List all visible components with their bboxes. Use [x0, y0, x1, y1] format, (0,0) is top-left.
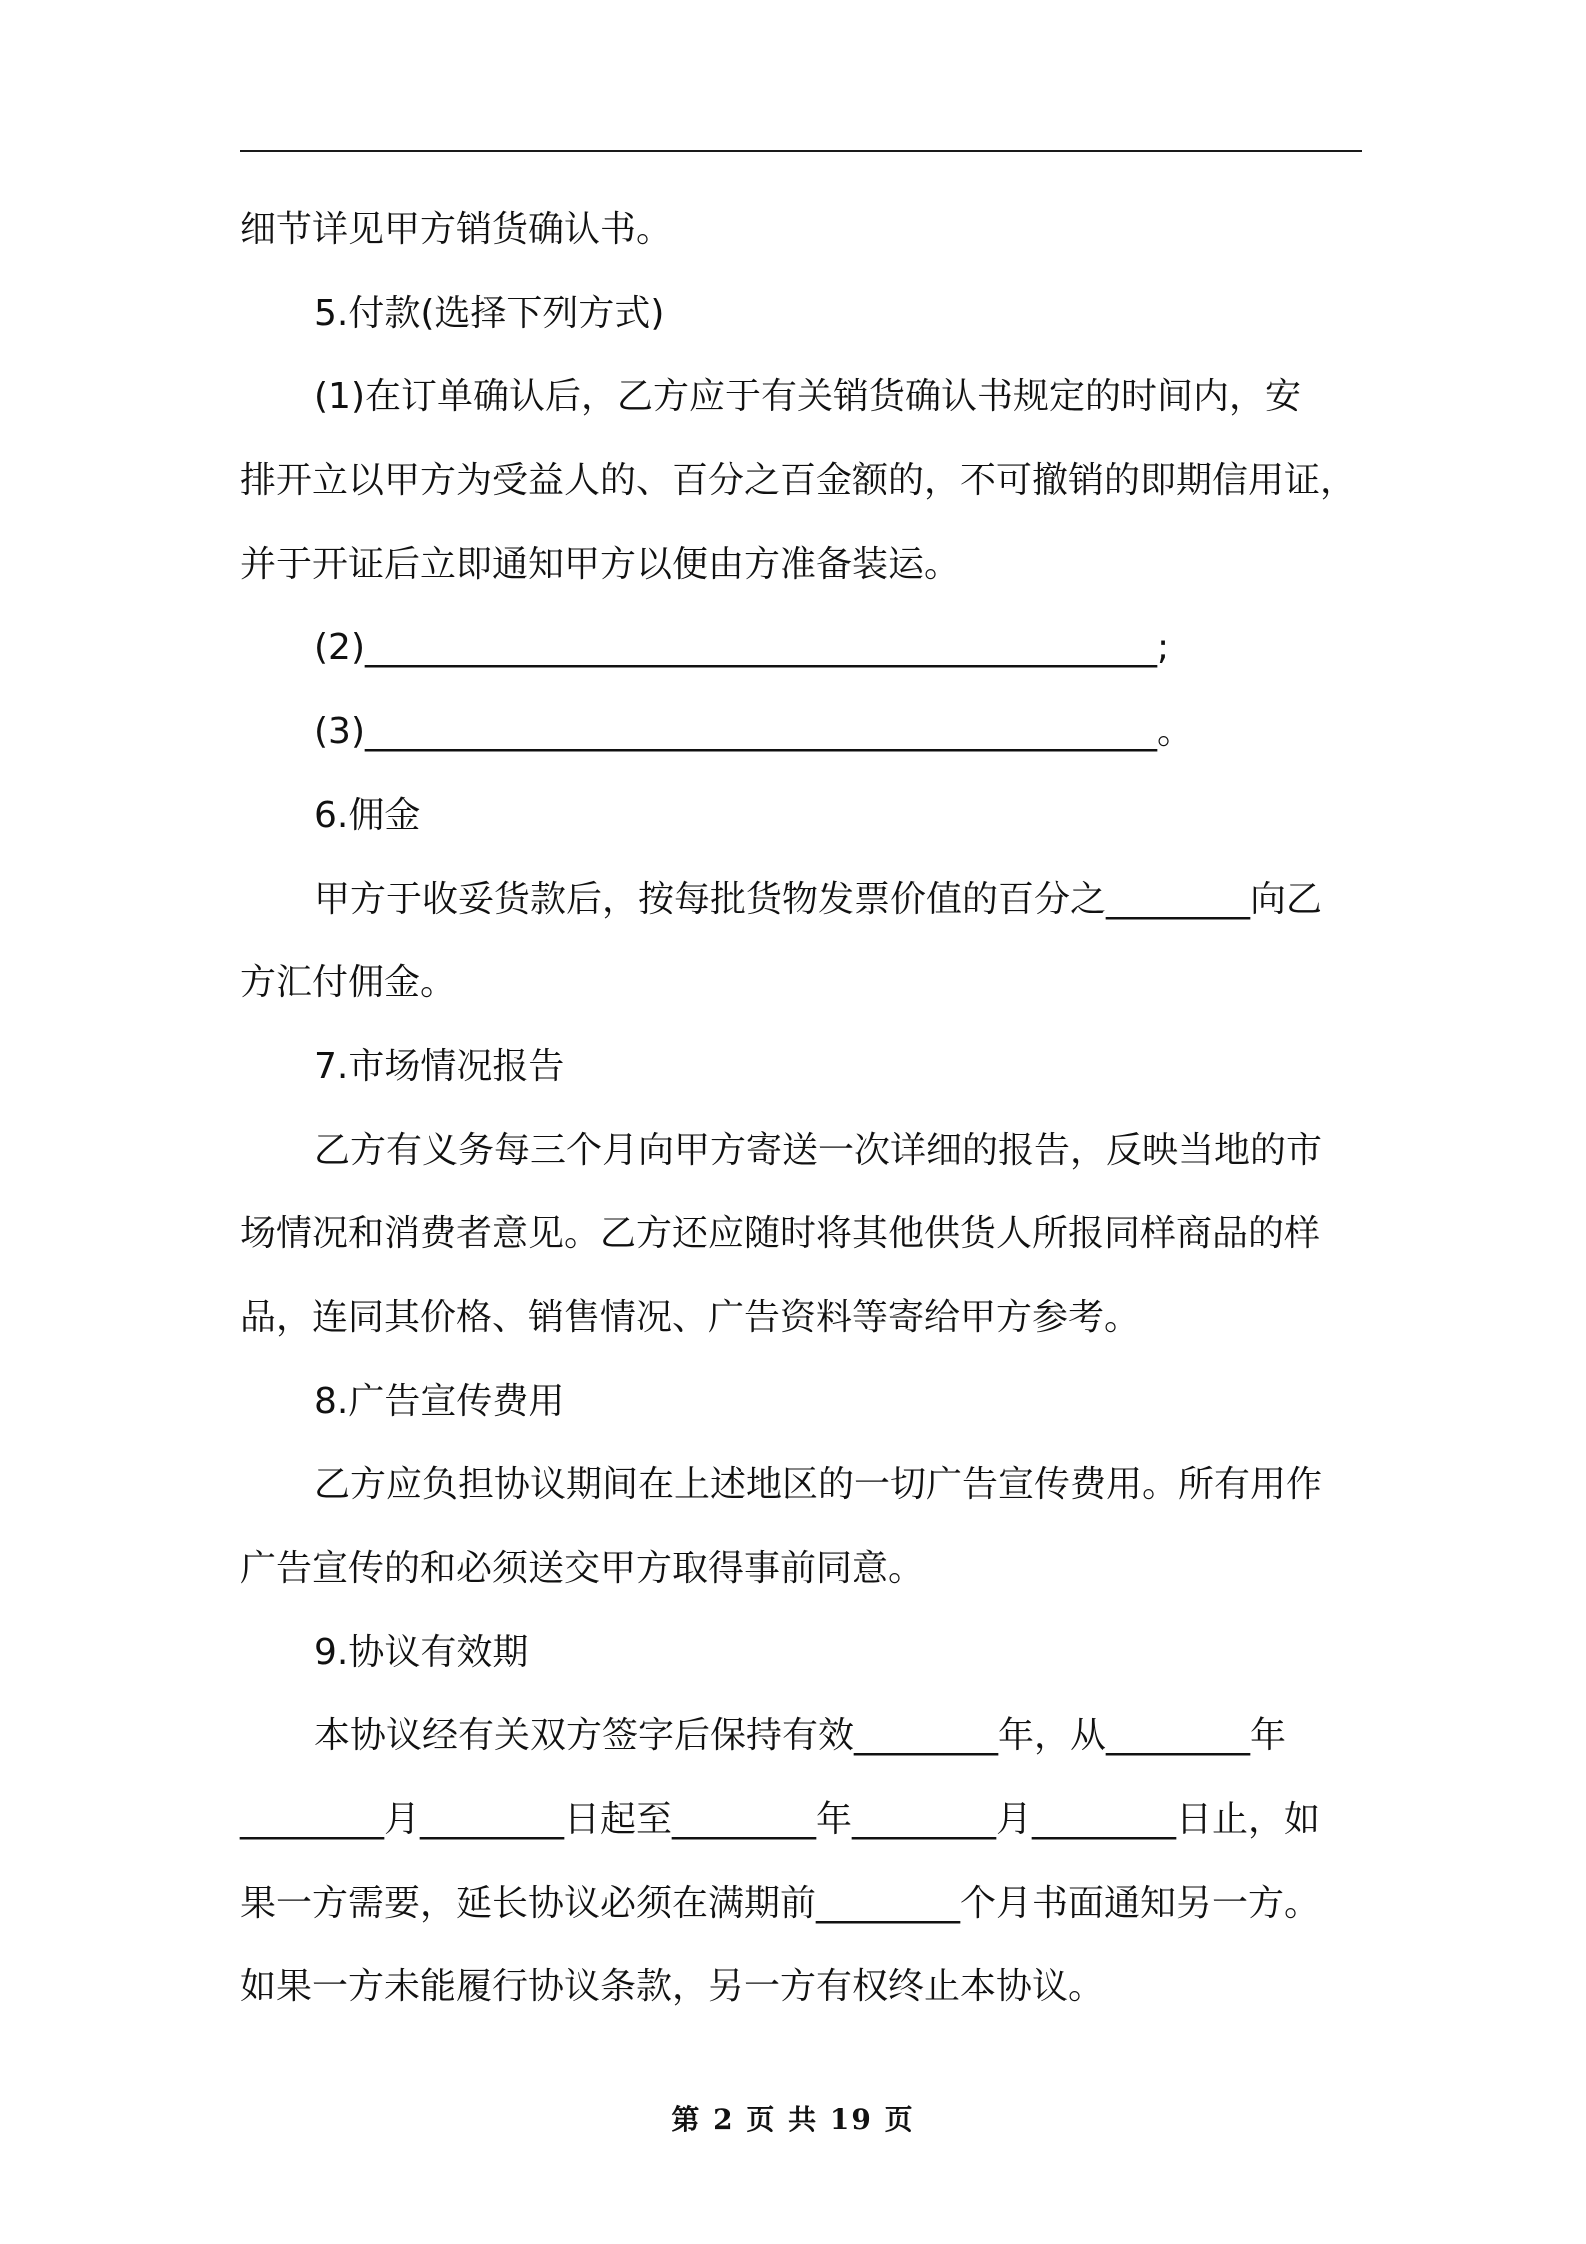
paragraph-line: 场情况和消费者意见。乙方还应随时将其他供货人所报同样商品的样	[240, 1213, 1321, 1255]
section-heading-commission: 6.佣金	[314, 794, 421, 836]
paragraph-line: 品，连同其价格、销售情况、广告资料等寄给甲方参考。	[240, 1296, 1141, 1338]
blank-option-2: (2)____________________________________________;	[314, 627, 1170, 669]
section-heading-advertising: 8.广告宣传费用	[314, 1380, 565, 1422]
page-number: 第 2 页 共 19 页	[671, 2103, 915, 2136]
paragraph-line: 乙方应负担协议期间在上述地区的一切广告宣传费用。所有用作	[314, 1464, 1323, 1506]
header-rule	[240, 150, 1362, 152]
paragraph-line: ________月________日起至________年________月________日止，如	[240, 1799, 1321, 1841]
paragraph-line: 并于开证后立即通知甲方以便由方准备装运。	[240, 543, 961, 585]
section-heading-market-report: 7.市场情况报告	[314, 1045, 565, 1087]
paragraph-line: 乙方有义务每三个月向甲方寄送一次详细的报告，反映当地的市	[314, 1129, 1323, 1171]
paragraph-line: 如果一方未能履行协议条款，另一方有权终止本协议。	[240, 1966, 1105, 2008]
paragraph-line: 本协议经有关双方签字后保持有效________年，从________年	[314, 1715, 1287, 1757]
paragraph-line: 果一方需要，延长协议必须在满期前________个月书面通知另一方。	[240, 1882, 1321, 1924]
paragraph-line: 排开立以甲方为受益人的、百分之百金额的，不可撤销的即期信用证，	[240, 460, 1357, 502]
paragraph-line: (1)在订单确认后，乙方应于有关销货确认书规定的时间内，安	[314, 376, 1301, 418]
section-heading-payment: 5.付款(选择下列方式)	[314, 292, 665, 334]
paragraph-line: 广告宣传的和必须送交甲方取得事前同意。	[240, 1548, 925, 1589]
document-body	[240, 200, 1362, 2041]
paragraph-line: 方汇付佣金。	[240, 962, 457, 1004]
blank-option-3: (3)____________________________________________。	[314, 711, 1193, 753]
section-heading-validity: 9.协议有效期	[314, 1631, 529, 1673]
paragraph-line: 细节详见甲方销货确认书。	[240, 209, 673, 250]
paragraph-line: 甲方于收妥货款后，按每批货物发票价值的百分之________向乙	[314, 878, 1323, 920]
